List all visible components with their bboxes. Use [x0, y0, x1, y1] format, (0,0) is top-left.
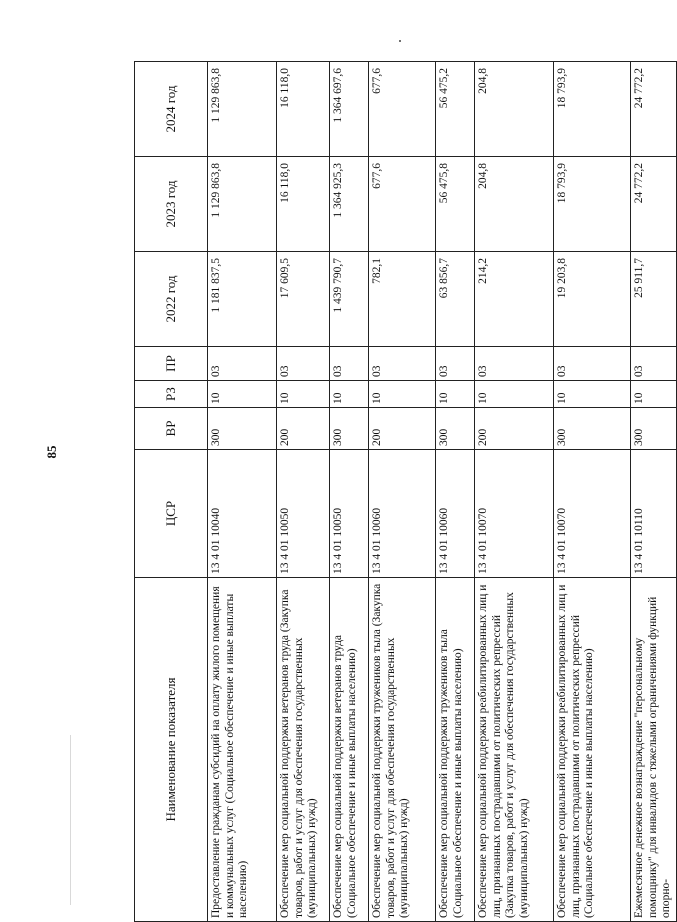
table-row: [277, 62, 330, 922]
table-row: [436, 62, 475, 922]
cell-name: Обеспечение мер социальной поддержки реабилитированных лиц и лиц, признанных пострадавшими от политических репрессий (Закупка товаров, работ и услуг для обеспечения государственных (муниципальных) нужд): [475, 578, 554, 922]
cell-vr: 300: [436, 408, 475, 450]
cell-name: Обеспечение мер социальной поддержки ветеранов труда (Социальное обеспечение и иные выплаты населению): [330, 578, 369, 922]
cell-rz: 10: [554, 381, 631, 408]
cell-vr: 200: [369, 408, 436, 450]
cell-name: Обеспечение мер социальной поддержки тружеников тыла (Социальное обеспечение и иные выплаты населению): [436, 578, 475, 922]
header-2022: 2022 год: [135, 252, 208, 347]
cell-csr: 13 4 01 10060: [369, 450, 436, 578]
cell-pr: 03: [436, 347, 475, 381]
cell-2022: 17 609,5: [277, 252, 330, 347]
cell-2023: 677,6: [369, 157, 436, 252]
cell-name: Ежемесячное денежное вознаграждение "персональному помощнику" для инвалидов с тяжелыми ограничениями функций опорно-: [631, 578, 677, 922]
cell-2022: 1 439 790,7: [330, 252, 369, 347]
table-row: [631, 62, 677, 922]
cell-pr: 03: [475, 347, 554, 381]
cell-name: Обеспечение мер социальной поддержки тружеников тыла (Закупка товаров, работ и услуг для обеспечения государственных (муниципальных) нужд): [369, 578, 436, 922]
table-header-row: [135, 62, 208, 922]
cell-2023: 24 772,2: [631, 157, 677, 252]
cell-pr: 03: [554, 347, 631, 381]
cell-2024: 18 793,9: [554, 62, 631, 157]
cell-rz: 10: [475, 381, 554, 408]
header-name: Наименование показателя: [135, 578, 208, 922]
cell-2024: 56 475,2: [436, 62, 475, 157]
cell-vr: 300: [330, 408, 369, 450]
cell-csr: 13 4 01 10050: [277, 450, 330, 578]
cell-2024: 24 772,2: [631, 62, 677, 157]
cell-vr: 200: [475, 408, 554, 450]
cell-vr: 200: [277, 408, 330, 450]
rotated-table-container: [134, 62, 673, 922]
cell-rz: 10: [631, 381, 677, 408]
cell-name: Предоставление гражданам субсидий на оплату жилого помещения и коммунальных услуг (Социальное обеспечение и иные выплаты населению): [208, 578, 277, 922]
cell-2022: 214,2: [475, 252, 554, 347]
table-row: [369, 62, 436, 922]
cell-pr: 03: [631, 347, 677, 381]
cell-rz: 10: [436, 381, 475, 408]
cell-name: Обеспечение мер социальной поддержки реабилитированных лиц и лиц, признанных пострадавшими от политических репрессий (Социальное обеспечение и иные выплаты населению): [554, 578, 631, 922]
header-vr: ВР: [135, 408, 208, 450]
table-row: [475, 62, 554, 922]
cell-2024: 16 118,0: [277, 62, 330, 157]
page-number: 85: [44, 445, 59, 459]
cell-2022: 19 203,8: [554, 252, 631, 347]
cell-2024: 1 364 697,6: [330, 62, 369, 157]
cell-2022: 782,1: [369, 252, 436, 347]
cell-rz: 10: [369, 381, 436, 408]
cell-csr: 13 4 01 10110: [631, 450, 677, 578]
cell-pr: 03: [277, 347, 330, 381]
cell-rz: 10: [330, 381, 369, 408]
header-csr: ЦСР: [135, 450, 208, 578]
header-2023: 2023 год: [135, 157, 208, 252]
cell-2024: 677,6: [369, 62, 436, 157]
cell-2023: 18 793,9: [554, 157, 631, 252]
scan-speck: [399, 40, 401, 42]
cell-vr: 300: [208, 408, 277, 450]
cell-2023: 204,8: [475, 157, 554, 252]
cell-2022: 25 911,7: [631, 252, 677, 347]
header-rz: РЗ: [135, 381, 208, 408]
cell-csr: 13 4 01 10060: [436, 450, 475, 578]
budget-table-frame: [134, 62, 673, 918]
header-pr: ПР: [135, 347, 208, 381]
cell-2023: 56 475,8: [436, 157, 475, 252]
cell-2023: 1 364 925,3: [330, 157, 369, 252]
cell-csr: 13 4 01 10050: [330, 450, 369, 578]
cell-vr: 300: [631, 408, 677, 450]
cell-rz: 10: [277, 381, 330, 408]
cell-2023: 16 118,0: [277, 157, 330, 252]
cell-csr: 13 4 01 10070: [475, 450, 554, 578]
header-2024: 2024 год: [135, 62, 208, 157]
cell-2024: 204,8: [475, 62, 554, 157]
budget-table: [134, 61, 677, 922]
cell-pr: 03: [208, 347, 277, 381]
cell-rz: 10: [208, 381, 277, 408]
cell-pr: 03: [369, 347, 436, 381]
cell-2022: 63 856,7: [436, 252, 475, 347]
table-row: [330, 62, 369, 922]
cell-csr: 13 4 01 10070: [554, 450, 631, 578]
cell-vr: 300: [554, 408, 631, 450]
cell-name: Обеспечение мер социальной поддержки ветеранов труда (Закупка товаров, работ и услуг для обеспечения государственных (муниципальных) нужд): [277, 578, 330, 922]
cell-2024: 1 129 863,8: [208, 62, 277, 157]
table-row: [554, 62, 631, 922]
scan-gutter-line: [70, 735, 71, 905]
cell-2022: 1 181 837,5: [208, 252, 277, 347]
cell-pr: 03: [330, 347, 369, 381]
cell-csr: 13 4 01 10040: [208, 450, 277, 578]
table-row: [208, 62, 277, 922]
cell-2023: 1 129 863,8: [208, 157, 277, 252]
